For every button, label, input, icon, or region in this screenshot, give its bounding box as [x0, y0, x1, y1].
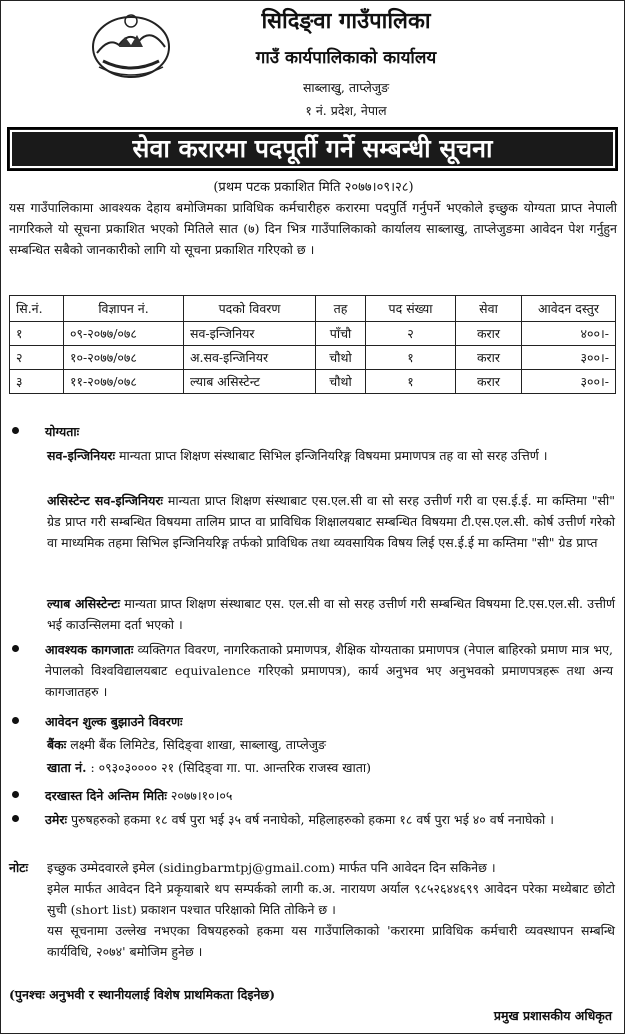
- cell-fee: ३००।-: [522, 370, 616, 394]
- col-header-sn: सि.नं.: [10, 296, 64, 322]
- bullet-icon: [11, 809, 21, 819]
- cell-count: १: [366, 346, 456, 370]
- lab-assistant-text: मान्यता प्राप्त शिक्षण संस्थाबाट एस. एल.सी वा सो सरह उत्तीर्ण गरी सम्बन्धित विषयमा टि.एस.एल.सी. उत्तीर्ण भई काउन्सिलमा दर्ता भएको ।: [47, 596, 615, 632]
- deadline-label: दरखास्त दिने अन्तिम मितिः: [45, 788, 167, 803]
- signature-title: प्रमुख प्रशासकीय अधिकृत: [493, 1008, 612, 1023]
- age-paragraph: [45, 809, 613, 830]
- bank-label: बैंकः: [47, 737, 67, 752]
- asst-engineer-text: मान्यता प्राप्त शिक्षण संस्थाबाट एस.एल.सी वा सो सरह उत्तीर्ण गरी वा एस.ई.ई. मा कम्तिमा "सी" ग्रेड प्राप्त गरी सम्बन्धित विषयमा तालिम प्राप्त वा प्राविधिक शिक्षालयबाट सम्बन्धित विषयमा टी.एस.एल.सी. कोर्ष उत्तीर्ण गरेको वा माध्यमिक तहमा सिभिल इन्जिनियरिङ्ग तर्फको प्राविधिक तथा व्यवसायिक विषय लिई एस.ई.ई मा कम्तिमा "सी" ग्रेड प्राप्त: [47, 493, 615, 550]
- account-text: : ०९३०३०००० २१ (सिदिङ्वा गा. पा. आन्तरिक राजस्व खाता): [90, 760, 371, 775]
- cell-count: १: [366, 370, 456, 394]
- bank-text: लक्ष्मी बैंक लिमिटेड, सिदिङ्वा शाखा, साब्लाखु, ताप्लेजुङ: [70, 737, 326, 752]
- deadline-text: २०७७।१०।०५: [170, 788, 233, 803]
- notice-title-banner: सेवा करारमा पदपूर्ती गर्ने सम्बन्धी सूचना: [7, 127, 618, 171]
- published-date-note: (प्रथम पटक प्रकाशित मिति २०७७।०९।२८): [213, 180, 414, 195]
- col-header-post: पदको विवरण: [184, 296, 316, 322]
- intro-paragraph: यस गाउँपालिकामा आवश्यक देहाय बमोजिमका प्राविधिक कर्मचारीहरु करारमा पदपुर्ति गर्नुपर्ने भएकोले इच्छुक योग्यता प्राप्त नेपाली नागरिकले यो सूचना प्रकाशित भएको मितिले सात (७) दिन भित्र गाउँपालिकाको कार्यालय साब्लाखु, ताप्लेजुङमा आवेदन पेश गर्नुहुन सम्बन्धित सबैको जानकारीको लागि यो सूचना प्रकाशित गरिएको छ ।: [9, 200, 617, 257]
- documents-paragraph: [45, 639, 613, 702]
- cell-post: सव-इन्जिनियर: [184, 322, 316, 346]
- note-label: नोटः: [9, 860, 29, 875]
- table-row: [10, 370, 616, 394]
- cell-fee: ३००।-: [522, 346, 616, 370]
- municipality-name: सिदिङ्वा गाउँपालिका: [261, 8, 431, 34]
- table-row: [10, 346, 616, 370]
- cell-post: ल्याब असिस्टेन्ट: [184, 370, 316, 394]
- deadline-paragraph: [45, 785, 613, 806]
- documents-label: आवश्यक कागजातः: [45, 642, 134, 657]
- cell-fee: ४००।-: [522, 322, 616, 346]
- cell-post: अ.सव-इन्जिनियर: [184, 346, 316, 370]
- col-header-ad-no: विज्ञापन नं.: [64, 296, 184, 322]
- cell-sn: २: [10, 346, 64, 370]
- office-name: गाउँ कार्यपालिकाको कार्यालय: [255, 48, 437, 68]
- qualification-heading: योग्यताः: [45, 424, 80, 439]
- cell-ad-no: ११-२०७७/०७८: [64, 370, 184, 394]
- cell-sn: ३: [10, 370, 64, 394]
- account-paragraph: [47, 757, 615, 778]
- age-label: उमेरः: [45, 812, 67, 827]
- cell-level: चौथो: [316, 346, 366, 370]
- nepal-emblem-icon: [89, 7, 173, 81]
- asst-engineer-paragraph: [47, 490, 615, 553]
- vacancy-table: [9, 295, 616, 394]
- note-body: [47, 857, 615, 962]
- province-line: १ नं. प्रदेश, नेपाल: [305, 103, 387, 118]
- cell-ad-no: १०-२०७७/०७८: [64, 346, 184, 370]
- col-header-fee: आवेदन दस्तुर: [522, 296, 616, 322]
- cell-service: करार: [456, 322, 522, 346]
- office-address: साब्लाखु, ताप्लेजुङ: [302, 80, 390, 95]
- fee-heading: आवेदन शुल्क बुझाउने विवरणः: [45, 714, 183, 729]
- lab-assistant-label: ल्याब असिस्टेन्टः: [47, 596, 121, 611]
- lab-assistant-paragraph: [47, 593, 615, 635]
- note-line-contact: इमेल मार्फत आवेदन दिने प्रकृयाबारे थप सम्पर्कको लागी क.अ. नारायण अर्याल ९८५२६४४६९९ आवेदन परेका मध्येबाट छोटो सुची (short list) प्रकाशन पश्चात परिक्षाको मिति तोकिने छ ।: [47, 881, 615, 917]
- cell-sn: १: [10, 322, 64, 346]
- age-text: पुरुषहरुको हकमा १८ वर्ष पुरा भई ३५ वर्ष ननाघेको, महिलाहरुको हकमा १८ वर्ष पुरा भई ४० वर्ष ननाघेको ।: [70, 812, 554, 827]
- note-line-email: इच्छुक उम्मेदवारले इमेल (sidingbarmtpj@gmail.com) मार्फत पनि आवेदन दिन सकिनेछ ।: [47, 860, 496, 875]
- bullet-icon: [11, 639, 21, 649]
- bullet-icon: [11, 785, 21, 795]
- cell-ad-no: ०९-२०७७/०७८: [64, 322, 184, 346]
- col-header-service: सेवा: [456, 296, 522, 322]
- documents-text: व्यक्तिगत विवरण, नागरिकताको प्रमाणपत्र, शैक्षिक योग्यताका प्रमाणपत्र (नेपाल बाहिरको प्रमाण मात्र भए, नेपालको विश्वविद्यालयबाट equivalence गरिएको प्रमाणपत्र), कार्य अनुभव भए अनुभवको प्रमाणपत्रहरू तथा अन्य कागजातहरु ।: [45, 642, 613, 699]
- col-header-level: तह: [316, 296, 366, 322]
- bullet-icon: [11, 711, 21, 721]
- cell-service: करार: [456, 346, 522, 370]
- asst-engineer-label: असिस्टेन्ट सव-इन्जिनियरः: [47, 493, 163, 508]
- sub-engineer-label: सव-इन्जिनियरः: [47, 448, 116, 463]
- table-header-row: [10, 296, 616, 322]
- bullet-icon: [11, 421, 21, 431]
- header: [1, 1, 624, 121]
- sub-engineer-paragraph: [47, 445, 615, 466]
- cell-level: चौथो: [316, 370, 366, 394]
- sub-engineer-text: मान्यता प्राप्त शिक्षण संस्थाबाट सिभिल इन्जिनियरिङ्ग विषयमा प्रमाणपत्र तह वा सो सरह उत्तिर्ण ।: [119, 448, 548, 463]
- account-label: खाता नं.: [47, 760, 87, 775]
- table-row: [10, 322, 616, 346]
- cell-service: करार: [456, 370, 522, 394]
- postscript: (पुनश्चः अनुभवी र स्थानीयलाई विशेष प्राथमिकता दिइनेछ): [9, 987, 276, 1002]
- bank-paragraph: [47, 734, 615, 755]
- col-header-count: पद संख्या: [366, 296, 456, 322]
- note-line-procedure: यस सूचनामा उल्लेख नभएका विषयहरुको हकमा यस गाउँपालिकाको 'करारमा प्राविधिक कर्मचारी व्यवस्थापन सम्बन्धि कार्यविधि, २०७४' बमोजिम हुनेछ ।: [47, 923, 615, 959]
- cell-count: २: [366, 322, 456, 346]
- cell-level: पाँचौ: [316, 322, 366, 346]
